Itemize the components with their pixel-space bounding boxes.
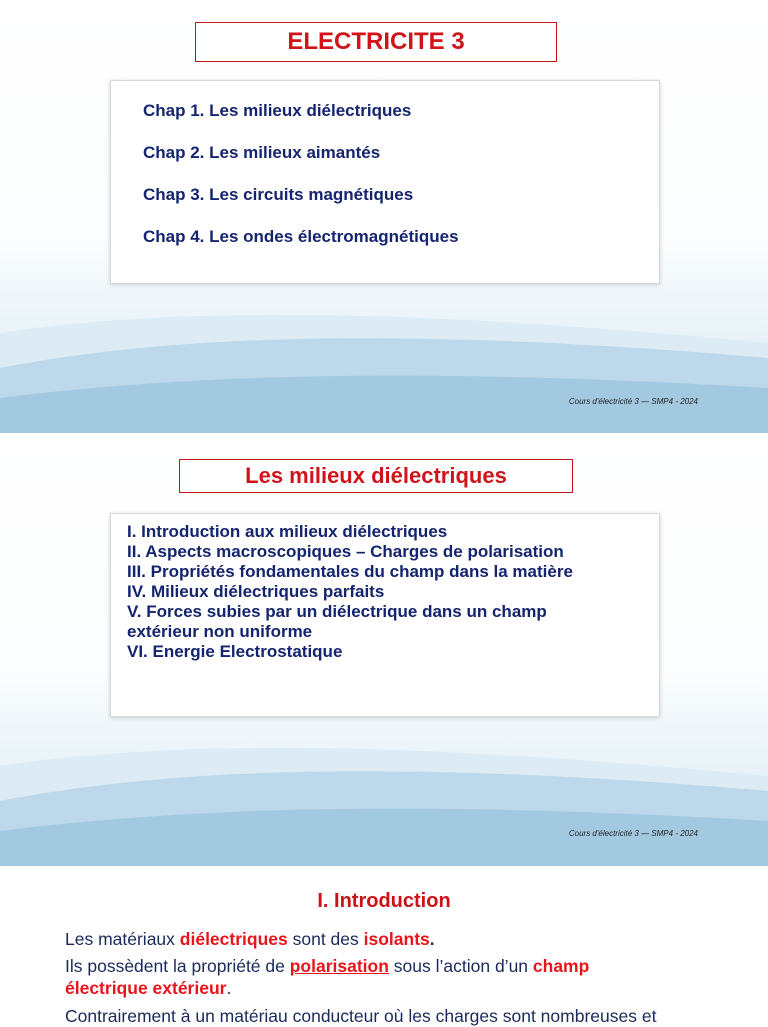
highlight-polarisation: polarisation bbox=[289, 956, 389, 976]
outline-item-3: III. Propriétés fondamentales du champ dans la matière bbox=[127, 562, 573, 581]
outline-item-6: VI. Energie Electrostatique bbox=[127, 642, 343, 661]
highlight-dielectriques: diélectriques bbox=[179, 929, 288, 949]
slide-background-wave bbox=[0, 706, 768, 866]
highlight-champ-exterieur: électrique extérieur bbox=[65, 978, 227, 998]
intro-line-3 bbox=[65, 977, 231, 999]
text-run: . bbox=[226, 978, 232, 998]
text-run: sont des bbox=[287, 929, 364, 949]
chapter-item-4: Chap 4. Les ondes électromagnétiques bbox=[143, 227, 459, 246]
outline-item-5-cont: extérieur non uniforme bbox=[127, 622, 313, 641]
outline-box bbox=[110, 513, 660, 717]
outline-item-1: I. Introduction aux milieux diélectriques bbox=[127, 522, 448, 541]
slide-background-wave bbox=[0, 273, 768, 433]
slide-1-footer: Cours d'électricité 3 — SMP4 - 2024 bbox=[568, 397, 698, 406]
chapter-list-box bbox=[110, 80, 660, 284]
outline-item-4: IV. Milieux diélectriques parfaits bbox=[127, 582, 385, 601]
slide-3 bbox=[0, 866, 768, 1024]
highlight-champ: champ bbox=[532, 956, 590, 976]
intro-line-2 bbox=[65, 955, 589, 977]
slide-1-title: ELECTRICITE 3 bbox=[195, 22, 557, 62]
text-run: . bbox=[429, 929, 435, 949]
chapter-item-3: Chap 3. Les circuits magnétiques bbox=[143, 185, 414, 204]
slide-2 bbox=[0, 433, 768, 866]
intro-line-1 bbox=[65, 928, 435, 950]
outline-item-2: II. Aspects macroscopiques – Charges de polarisation bbox=[127, 542, 564, 561]
slide-2-footer: Cours d'électricité 3 — SMP4 - 2024 bbox=[568, 829, 698, 838]
chapter-item-1: Chap 1. Les milieux diélectriques bbox=[143, 101, 412, 120]
intro-line-4: Contrairement à un matériau conducteur où les charges sont nombreuses et bbox=[65, 1006, 657, 1026]
slide-3-title: I. Introduction bbox=[317, 890, 451, 912]
slide-2-title: Les milieux diélectriques bbox=[179, 459, 573, 493]
chapter-item-2: Chap 2. Les milieux aimantés bbox=[143, 143, 381, 162]
highlight-isolants: isolants bbox=[363, 929, 430, 949]
text-run: Les matériaux bbox=[65, 929, 180, 949]
text-run: Ils possèdent la propriété de bbox=[65, 956, 290, 976]
outline-item-5: V. Forces subies par un diélectrique dans un champ bbox=[127, 602, 547, 621]
text-run: sous l’action d’un bbox=[388, 956, 533, 976]
outline-list bbox=[127, 522, 573, 662]
slide-1 bbox=[0, 0, 768, 433]
